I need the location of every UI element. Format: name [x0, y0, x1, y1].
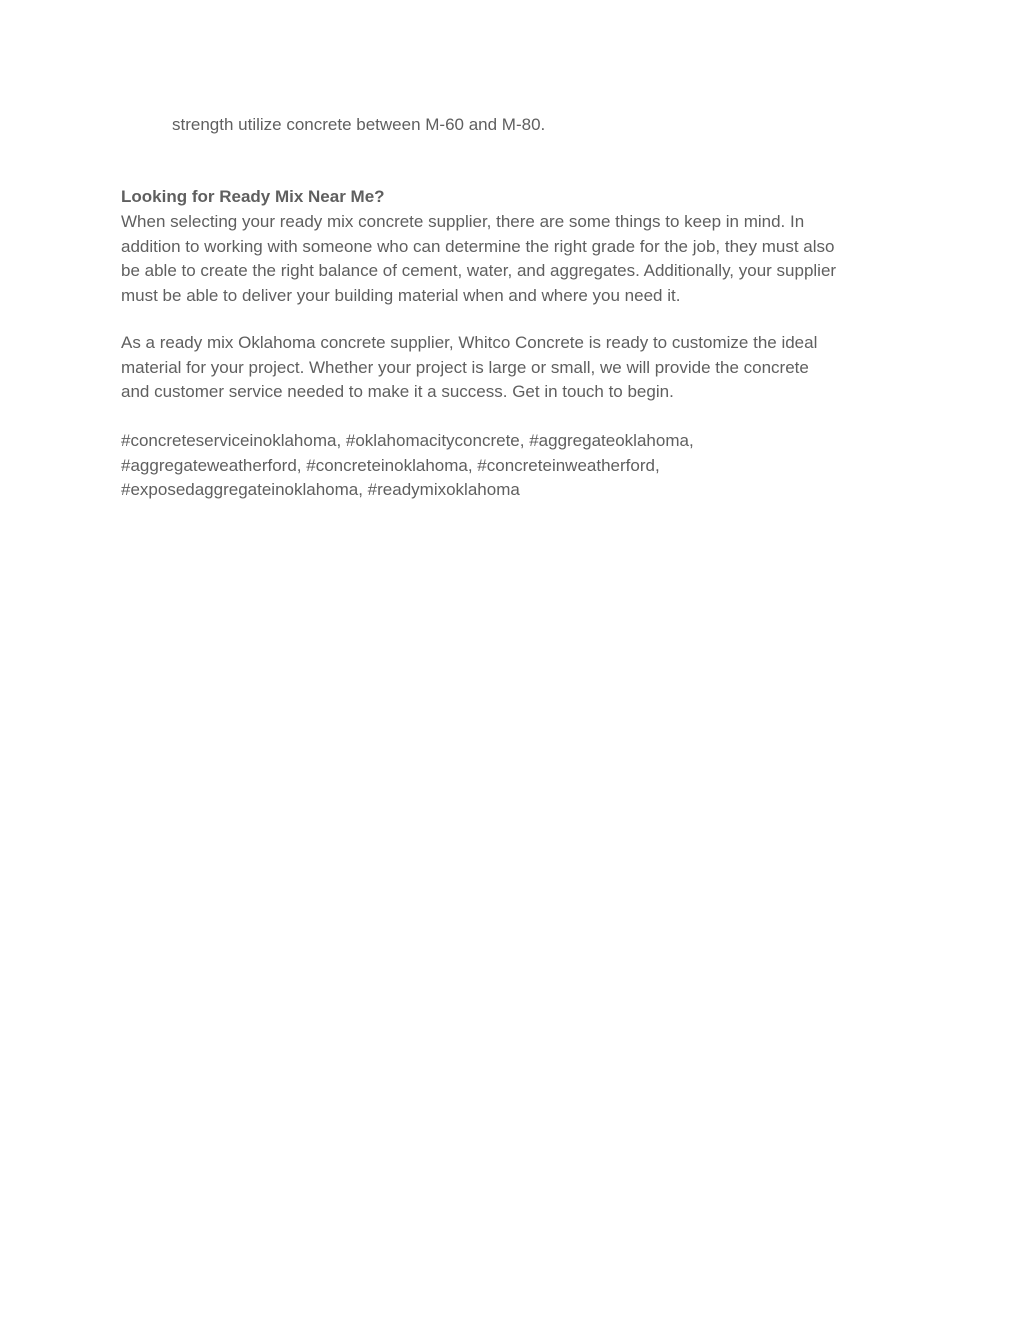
hashtag-line: #concreteserviceinoklahoma, #oklahomacityconcrete, #aggregateoklahoma, [121, 431, 694, 450]
paragraph-supplier-selection [121, 210, 911, 308]
paragraph-line: addition to working with someone who can determine the right grade for the job, they must also [121, 236, 835, 256]
paragraph-line: material for your project. Whether your project is large or small, we will provide the concrete [121, 357, 809, 377]
paragraph-line: must be able to deliver your building material when and where you need it. [121, 285, 681, 305]
paragraph-line: When selecting your ready mix concrete supplier, there are some things to keep in mind. In [121, 212, 805, 231]
paragraph-whitco-concrete [121, 331, 911, 405]
paragraph-line: and customer service needed to make it a success. Get in touch to begin. [121, 382, 674, 401]
section-heading: Looking for Ready Mix Near Me? [121, 187, 385, 206]
paragraph-line: be able to create the right balance of cement, water, and aggregates. Additionally, your supplier [121, 261, 837, 280]
hashtag-line: #aggregateweatherford, #concreteinoklahoma, #concreteinweatherford, [121, 455, 660, 475]
continuation-text: strength utilize concrete between M-60 and M-80. [172, 115, 546, 134]
paragraph-line: As a ready mix Oklahoma concrete supplier, Whitco Concrete is ready to customize the ideal [121, 333, 818, 352]
hashtag-list [121, 429, 911, 503]
hashtag-line: #exposedaggregateinoklahoma, #readymixoklahoma [121, 480, 520, 499]
